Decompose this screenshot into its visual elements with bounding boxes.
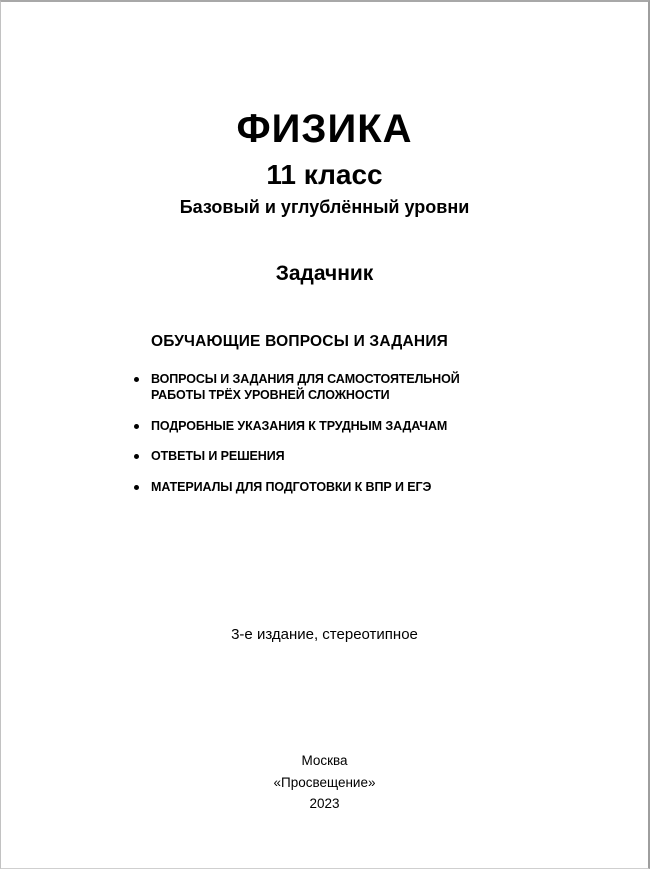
imprint-publisher: «Просвещение» xyxy=(273,774,376,790)
list-item xyxy=(151,371,588,404)
bullet-list xyxy=(151,371,588,496)
levels-label: Базовый и углублённый уровни xyxy=(179,197,470,218)
bullet-icon xyxy=(134,454,139,459)
subtitle: Задачник xyxy=(275,262,374,286)
imprint xyxy=(1,750,648,815)
list-item xyxy=(151,418,588,435)
bullet-text: МАТЕРИАЛЫ ДЛЯ ПОДГОТОВКИ К ВПР И ЕГЭ xyxy=(151,479,432,494)
list-item xyxy=(151,448,588,465)
section-heading: ОБУЧАЮЩИЕ ВОПРОСЫ И ЗАДАНИЯ xyxy=(151,333,449,351)
bullet-text: ПОДРОБНЫЕ УКАЗАНИЯ К ТРУДНЫМ ЗАДАЧАМ xyxy=(151,418,448,433)
imprint-city: Москва xyxy=(301,753,348,768)
list-item xyxy=(151,479,588,496)
grade-label: 11 класс xyxy=(266,159,383,190)
imprint-year: 2023 xyxy=(309,796,340,812)
title-block xyxy=(1,108,648,218)
bullet-icon xyxy=(134,424,139,429)
bullet-text: ВОПРОСЫ И ЗАДАНИЯ ДЛЯ САМОСТОЯТЕЛЬНОЙ РАБОТЫ ТРЁХ УРОВНЕЙ СЛОЖНОСТИ xyxy=(151,371,460,403)
edition-note: 3-е издание, стереотипное xyxy=(231,626,418,644)
content-block xyxy=(1,333,648,495)
page-title: ФИЗИКА xyxy=(236,107,413,151)
bullet-text: ОТВЕТЫ И РЕШЕНИЯ xyxy=(151,449,285,464)
bullet-icon xyxy=(134,377,139,382)
bullet-icon xyxy=(134,485,139,490)
